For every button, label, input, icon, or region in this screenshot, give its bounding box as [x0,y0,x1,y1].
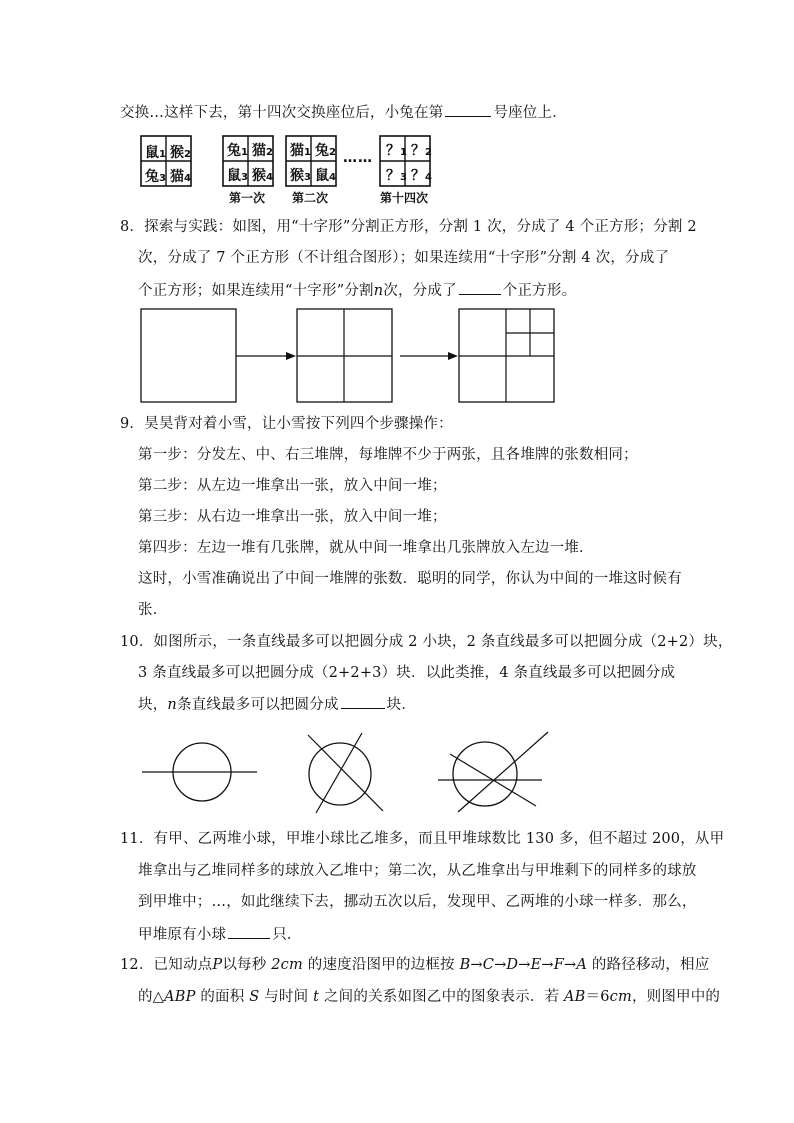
grid0-cell2: 猴2 [170,145,191,161]
q8-var-n: n [373,283,384,299]
q7-ellipsis: …… [343,150,373,166]
q9-step-1: 第一步：分发左、中、右三堆牌，每堆牌不少于两张，且各堆牌的张数相同； [138,447,638,463]
q12-l2-a: 的△ [138,989,165,1005]
q10-line-1: 10．如图所示，一条直线最多可以把圆分成 2 小块，2 条直线最多可以把圆分成（2+2）块， [120,634,733,650]
q11-text-b: 只． [272,927,302,943]
grid3-cell2: ？2 [411,143,432,159]
q12-l2-f: ，则图甲中的 [631,989,721,1005]
q10-answer-blank [341,694,385,709]
q10-var-n: n [167,697,177,713]
grid3-cell1: ？1 [386,143,407,159]
q10-line-2: 3 条直线最多可以把圆分成（2+2+3）块．以此类推，4 条直线最多可以把圆分成 [138,665,676,681]
grid0-cell3: 兔3 [145,169,166,185]
q7-seat-figure [140,134,450,206]
square-divided-once [297,309,392,402]
q8-text-a: 个正方形；如果连续用“十字形”分割 [138,283,374,299]
square-undivided [141,309,236,402]
q12-var-P: P [212,957,223,973]
grid1-cell3: 鼠3 [227,168,248,184]
grid0-cell4: 猫4 [170,169,191,185]
q10-circle-lines-figure [140,728,560,822]
grid2-cell2: 兔2 [315,143,336,159]
grid2-cell1: 猫1 [290,143,311,159]
q11-answer-blank [228,924,270,939]
q9-line-7: 张． [138,602,168,618]
q8-line-2: 次，分成了 7 个正方形（不计组合图形）；如果连续用“十字形”分割 4 次，分成了 [138,250,670,266]
circle-one-line [142,743,257,801]
q11-line-3: 到甲堆中；…，如此继续下去，挪动五次以后，发现甲、乙两堆的小球一样多．那么， [138,894,697,910]
q12-line-2 [138,987,720,1007]
q8-text-c: 个正方形。 [502,283,577,299]
q12-var-AB: AB [563,989,586,1005]
q12-line-1 [120,955,709,975]
q11-text-a: 甲堆原有小球 [138,927,227,943]
q12-l2-d: 之间的关系如图乙中的图象表示．若 [319,989,564,1005]
q9-line-6: 这时，小雪准确说出了中间一堆牌的张数．聪明的同学，你认为中间的一堆这时候有 [138,571,682,587]
caption-first: 第一次 [229,191,266,205]
q12-unit: 2cm [271,957,303,973]
grid1-cell4: 猴4 [252,168,273,184]
q8-line-1: 8．探索与实践：如图，用“十字形”分割正方形，分割 1 次，分成了 4 个正方形；分割 2 [120,219,697,235]
q11-line-4 [138,924,302,945]
q12-var-S: S [249,989,260,1005]
q9-step-3: 第三步：从右边一堆拿出一张，放入中间一堆； [138,509,447,525]
q8-squares [138,306,558,406]
grid0-cell1: 鼠1 [145,145,166,161]
q12-l2-c: 与时间 [259,989,314,1005]
q12-l2-e: ＝6 [585,989,610,1005]
q8-cross-division-figure [138,306,558,410]
q12-unit-cm: cm [609,989,632,1005]
caption-fourteenth: 第十四次 [380,191,429,205]
q12-text-c: 的速度沿图甲的边框按 [302,957,460,973]
q10-text-a: 块， [138,697,168,713]
q12-text-d: 的路径移动，相应 [587,957,710,973]
circle-two-lines [308,733,383,813]
grid2-cell4: 鼠4 [315,168,336,184]
grid1-cell1: 兔1 [227,143,248,159]
grid3-cell4: ？4 [411,168,432,184]
q10-line-3 [138,694,416,715]
q8-text-b: 次，分成了 [383,283,457,299]
q12-text-a: 12．已知动点 [120,957,213,973]
caption-second: 第二次 [292,191,329,205]
q7-answer-blank [445,102,491,117]
q12-l2-b: 的面积 [195,989,250,1005]
q10-text-b: 条直线最多可以把圆分成 [176,697,339,713]
q8-line-3 [138,280,576,301]
q11-line-2: 堆拿出与乙堆同样多的球放入乙堆中；第二次，从乙堆拿出与甲堆剩下的同样多的球放 [138,863,697,879]
circle-three-lines [438,732,548,812]
q9-step-2: 第二步：从左边一堆拿出一张，放入中间一堆； [138,478,447,494]
grid1-cell2: 猫2 [252,143,273,159]
arrow-1 [236,352,296,360]
grid2-cell3: 猴3 [290,168,311,184]
arrow-2 [400,352,458,360]
square-divided-twice [459,309,554,402]
q8-answer-blank [459,280,501,295]
q11-line-1: 11．有甲、乙两堆小球，甲堆小球比乙堆多，而且甲堆球数比 130 多，但不超过 200，从甲 [120,831,725,847]
grid3-cell3: ？3 [386,168,407,184]
q7-line-1 [120,102,567,123]
q9-step-4: 第四步：左边一堆有几张牌，就从中间一堆拿出几张牌放入左边一堆． [138,540,594,556]
q12-text-b: 以每秒 [222,957,272,973]
q7-text-b: 号座位上． [493,105,567,121]
q10-text-c: 块． [386,697,417,713]
q12-var-t: t [313,989,320,1005]
q12-path: B→C→D→E→F→A [459,957,588,973]
q10-circles [140,728,560,818]
q9-line-1: 9．昊昊背对着小雪，让小雪按下列四个步骤操作： [120,416,453,432]
q12-triangle-ABP: ABP [164,989,196,1005]
q7-text-a: 交换…这样下去，第十四次交换座位后，小兔在第 [120,105,444,121]
